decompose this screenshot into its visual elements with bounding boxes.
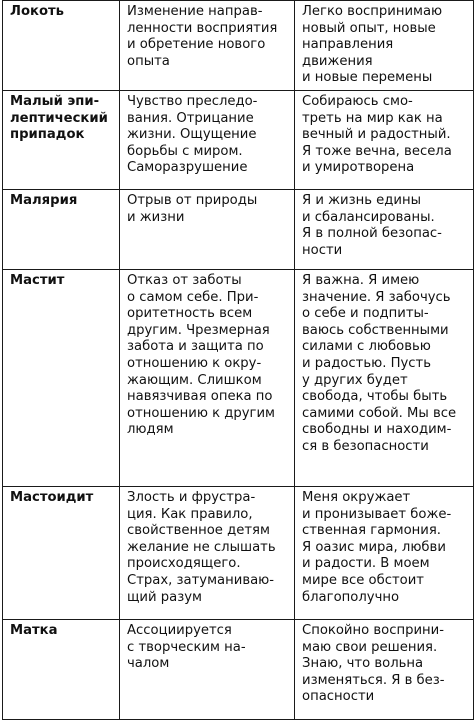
term-cell: Мастоидит (3, 486, 120, 619)
affirmation-cell: Спокойно восприни- маю свои решения. Знаю, что вольна изменяться. Я в без- опасности (295, 619, 474, 719)
table-row (3, 619, 474, 719)
cause-cell: Злость и фрустра- ция. Как правило, свойственное детям желание не слышать происходящего. Страх, затуманиваю- щий разум (120, 486, 295, 619)
cause-cell: Изменение направ- ленности восприятия и обретение нового опыта (120, 1, 295, 91)
term-cell: Матка (3, 619, 120, 719)
cause-cell: Ассоциируется с творческим на- чалом (120, 619, 295, 719)
cause-cell: Отказ от заботы о самом себе. При- оритетность всем другим. Чрезмерная забота и защита по отношению к окру- жающим. Слишком навязчивая опека по отношению к другим людям (120, 269, 295, 486)
affirmation-cell: Легко воспринимаю новый опыт, новые направления движения и новые перемены (295, 1, 474, 91)
ailments-table (2, 0, 474, 720)
table-row (3, 486, 474, 619)
affirmation-cell: Я и жизнь едины и сбалансированы. Я в полной безопас- ности (295, 189, 474, 269)
table-row (3, 1, 474, 91)
affirmation-cell: Собираюсь смо- треть на мир как на вечный и радостный. Я тоже вечна, весела и умиротворена (295, 90, 474, 189)
affirmation-cell: Я важна. Я имею значение. Я забочусь о себе и подпиты- ваюсь собственными силами с любовью и радостью. Пусть у других будет свобода, чтобы быть самими собой. Мы все свободны и находим- ся в безопасности (295, 269, 474, 486)
cause-cell: Чувство преследо- вания. Отрицание жизни. Ощущение борьбы с миром. Саморазрушение (120, 90, 295, 189)
table-row (3, 269, 474, 486)
term-cell: Мастит (3, 269, 120, 486)
cause-cell: Отрыв от природы и жизни (120, 189, 295, 269)
table-row (3, 189, 474, 269)
affirmation-cell: Меня окружает и пронизывает боже- ственная гармония. Я оазис мира, любви и радости. В моем мире все обстоит благополучно (295, 486, 474, 619)
table-row (3, 90, 474, 189)
term-cell: Малярия (3, 189, 120, 269)
term-cell: Малый эпи- лептический припадок (3, 90, 120, 189)
term-cell: Локоть (3, 1, 120, 91)
